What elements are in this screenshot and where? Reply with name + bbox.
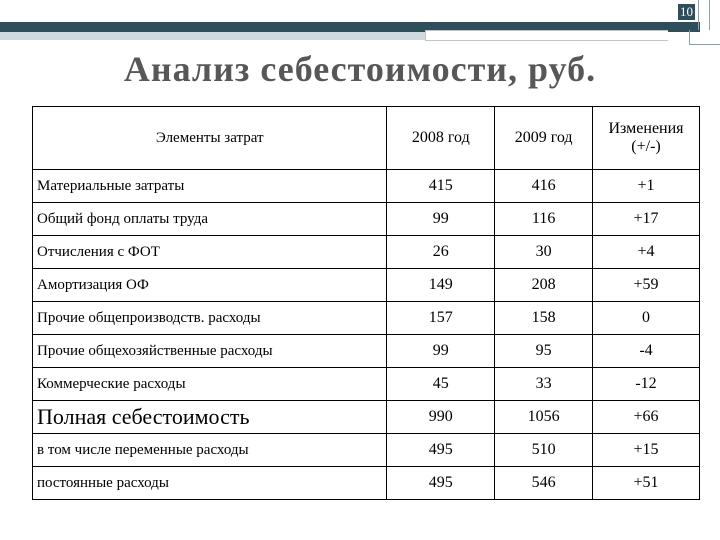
row-label: Амортизация ОФ: [33, 269, 387, 302]
value-2008: 149: [387, 269, 495, 302]
header-bar-notch: [425, 30, 668, 41]
table-row: [33, 203, 700, 236]
table-header-row: [33, 107, 700, 170]
value-2008: 495: [387, 467, 495, 500]
table-row: [33, 368, 700, 401]
table-row: [33, 269, 700, 302]
header-2008: 2008 год: [387, 107, 495, 170]
header-change: Изменения (+/-): [593, 107, 700, 170]
table-row: [33, 335, 700, 368]
value-2009: 33: [495, 368, 593, 401]
header-cost-elements: Элементы затрат: [33, 107, 387, 170]
value-2009: 208: [495, 269, 593, 302]
value-2008: 99: [387, 335, 495, 368]
value-2008: 26: [387, 236, 495, 269]
value-2009: 95: [495, 335, 593, 368]
value-2008: 157: [387, 302, 495, 335]
decorative-corner: [689, 30, 720, 45]
table-row: [33, 236, 700, 269]
value-change: +17: [593, 203, 700, 236]
value-2009: 1056: [495, 401, 593, 434]
value-2009: 546: [495, 467, 593, 500]
value-2009: 510: [495, 434, 593, 467]
value-change: 0: [593, 302, 700, 335]
row-label: Коммерческие расходы: [33, 368, 387, 401]
value-2008: 99: [387, 203, 495, 236]
row-label: Общий фонд оплаты труда: [33, 203, 387, 236]
header-2009: 2009 год: [495, 107, 593, 170]
value-2009: 116: [495, 203, 593, 236]
value-2009: 30: [495, 236, 593, 269]
top-band: [0, 0, 720, 22]
table-row: [33, 302, 700, 335]
row-label-total: Полная себестоимость: [33, 401, 387, 434]
value-2008: 415: [387, 170, 495, 203]
table-row-total: [33, 401, 700, 434]
row-label: Материальные затраты: [33, 170, 387, 203]
row-label: постоянные расходы: [33, 467, 387, 500]
slide-title: Анализ себестоимости, руб.: [123, 49, 597, 89]
value-change: +15: [593, 434, 700, 467]
decorative-rail: [698, 0, 710, 30]
table-row: [33, 434, 700, 467]
value-change: +59: [593, 269, 700, 302]
table-row: [33, 467, 700, 500]
row-label: Прочие общехозяйственные расходы: [33, 335, 387, 368]
value-2008: 990: [387, 401, 495, 434]
row-label: в том числе переменные расходы: [33, 434, 387, 467]
value-change: -12: [593, 368, 700, 401]
row-label: Прочие общепроизводств. расходы: [33, 302, 387, 335]
value-change: +51: [593, 467, 700, 500]
value-change: +66: [593, 401, 700, 434]
value-2008: 495: [387, 434, 495, 467]
value-change: -4: [593, 335, 700, 368]
value-change: +1: [593, 170, 700, 203]
cost-analysis-table: [32, 106, 700, 500]
row-label: Отчисления с ФОТ: [33, 236, 387, 269]
value-change: +4: [593, 236, 700, 269]
value-2008: 45: [387, 368, 495, 401]
value-2009: 416: [495, 170, 593, 203]
slide-number: 10: [680, 4, 693, 19]
table-row: [33, 170, 700, 203]
value-2009: 158: [495, 302, 593, 335]
